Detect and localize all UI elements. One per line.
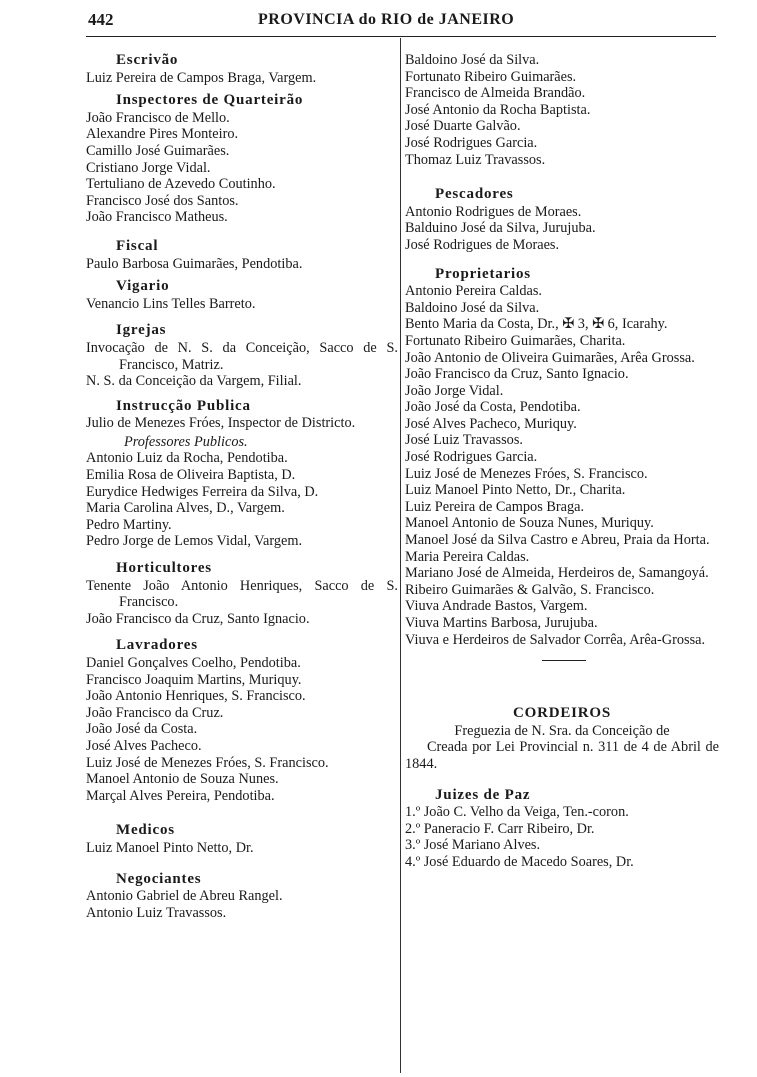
list-item: Daniel Gonçalves Coelho, Pendotiba. bbox=[86, 655, 301, 671]
section-igrejas bbox=[86, 322, 398, 389]
running-title-part: JANEIRO bbox=[438, 11, 515, 28]
list-item: João Francisco da Cruz, Santo Ignacio. bbox=[405, 366, 629, 383]
list-item: Eurydice Hedwiges Ferreira da Silva, D. bbox=[86, 483, 319, 500]
list-item: José Antonio da Rocha Baptista. bbox=[405, 101, 591, 118]
list-item: José Rodrigues de Moraes. bbox=[405, 236, 560, 253]
list-item: Antonio Luiz Travassos. bbox=[86, 904, 227, 921]
page-header bbox=[88, 10, 718, 34]
page-number: 442 bbox=[88, 10, 114, 29]
list-item: Viuva Martins Barbosa, Jurujuba. bbox=[405, 615, 598, 631]
list-item: N. S. da Conceição da Vargem, Filial. bbox=[86, 373, 302, 390]
list-item: Luiz José de Menezes Fróes, S. Francisco. bbox=[86, 754, 329, 771]
list-item: Thomaz Luiz Travassos. bbox=[405, 151, 546, 168]
running-title bbox=[258, 11, 514, 29]
section-heading: Proprietarios bbox=[435, 265, 531, 282]
section-heading: Juizes de Paz bbox=[435, 786, 531, 803]
running-title-part: RIO bbox=[380, 11, 413, 28]
section-medicos bbox=[86, 822, 398, 856]
list-item: Luiz Pereira de Campos Braga, Vargem. bbox=[86, 69, 317, 86]
header-rule bbox=[86, 36, 716, 37]
list-item: Invocação de N. S. da Conceição, Sacco de S. Francisco, Matriz. bbox=[86, 339, 398, 373]
section-escrivao bbox=[86, 52, 398, 86]
list-item: Pedro Martiny. bbox=[86, 516, 172, 533]
town-title: CORDEIROS bbox=[512, 705, 612, 722]
list-item: Maria Carolina Alves, D., Vargem. bbox=[86, 500, 285, 517]
list-item: Luiz Manoel Pinto Netto, Dr., Charita. bbox=[405, 482, 626, 499]
list-item: Maria Pereira Caldas. bbox=[405, 548, 530, 565]
list-item: Alexandre Pires Monteiro. bbox=[86, 126, 239, 143]
list-item: José Duarte Galvão. bbox=[405, 118, 521, 135]
list-item: Emilia Rosa de Oliveira Baptista, D. bbox=[86, 467, 296, 484]
list-item: Baldoino José da Silva. bbox=[405, 52, 540, 68]
section-cordeiros bbox=[405, 705, 719, 772]
list-item: Luiz Manoel Pinto Netto, Dr. bbox=[86, 839, 254, 856]
list-item: Paulo Barbosa Guimarães, Pendotiba. bbox=[86, 255, 303, 272]
section-heading: Pescadores bbox=[435, 186, 514, 203]
section-fiscal bbox=[86, 238, 398, 272]
list-item: João Francisco Matheus. bbox=[86, 209, 228, 226]
list-item: Luiz Pereira de Campos Braga. bbox=[405, 498, 585, 515]
column-divider bbox=[400, 38, 401, 1073]
list-item: Camillo José Guimarães. bbox=[86, 142, 230, 159]
list-item: João Francisco da Cruz. bbox=[86, 704, 224, 721]
left-column bbox=[86, 52, 398, 921]
section-inspectores bbox=[86, 92, 398, 226]
section-rule bbox=[542, 660, 586, 661]
creation-note: Creada por Lei Provincial n. 311 de 4 de Abril de 1844. bbox=[405, 739, 719, 772]
section-heading: Horticultores bbox=[116, 560, 212, 577]
list-item: Ribeiro Guimarães & Galvão, S. Francisco. bbox=[405, 581, 655, 598]
subheading: Professores Publicos. bbox=[124, 433, 248, 450]
section-lavradores bbox=[86, 637, 398, 804]
list-item: Antonio Rodrigues de Moraes. bbox=[405, 203, 582, 220]
list-item: João Antonio de Oliveira Guimarães, Arêa Grossa. bbox=[405, 349, 695, 366]
list-item: Viuva e Herdeiros de Salvador Corrêa, Arêa-Grossa. bbox=[405, 631, 706, 648]
list-item: Fortunato Ribeiro Guimarães. bbox=[405, 68, 577, 85]
section-continued bbox=[405, 52, 719, 168]
section-heading: Inspectores de Quarteirão bbox=[116, 92, 304, 109]
section-pescadores bbox=[405, 186, 719, 253]
list-item: João Francisco de Mello. bbox=[86, 109, 230, 126]
list-item: Pedro Jorge de Lemos Vidal, Vargem. bbox=[86, 533, 303, 550]
list-item: Francisco José dos Santos. bbox=[86, 192, 239, 209]
section-vigario bbox=[86, 278, 398, 312]
list-item: João José da Costa. bbox=[86, 721, 198, 738]
list-item: Fortunato Ribeiro Guimarães, Charita. bbox=[405, 332, 626, 349]
list-item: 3.º José Mariano Alves. bbox=[405, 837, 541, 854]
list-item: 4.º José Eduardo de Macedo Soares, Dr. bbox=[405, 853, 634, 870]
list-item: João Antonio Henriques, S. Francisco. bbox=[86, 688, 306, 705]
list-item: Tenente João Antonio Henriques, Sacco de S. Francisco. bbox=[86, 577, 398, 611]
section-heading: Medicos bbox=[116, 822, 175, 839]
section-instruccao bbox=[86, 398, 398, 550]
list-item: Julio de Menezes Fróes, Inspector de Districto. bbox=[86, 415, 356, 432]
list-item: Manoel José da Silva Castro e Abreu, Praia da Horta. bbox=[405, 532, 710, 549]
section-negociantes bbox=[86, 871, 398, 922]
list-item: João Jorge Vidal. bbox=[405, 382, 504, 399]
list-item: Tertuliano de Azevedo Coutinho. bbox=[86, 176, 276, 193]
list-item: Francisco de Almeida Brandão. bbox=[405, 85, 586, 102]
list-item: Balduino José da Silva, Jurujuba. bbox=[405, 220, 596, 237]
section-heading: Instrucção Publica bbox=[116, 397, 251, 414]
list-item: Antonio Luiz da Rocha, Pendotiba. bbox=[86, 450, 288, 467]
parish-line: Freguezia de N. Sra. da Conceição de bbox=[454, 722, 670, 739]
list-item: Cristiano Jorge Vidal. bbox=[86, 159, 211, 176]
running-title-part: de bbox=[417, 11, 435, 28]
list-item: João Francisco da Cruz, Santo Ignacio. bbox=[86, 610, 310, 627]
list-item: José Rodrigues Garcia. bbox=[405, 134, 538, 151]
list-item: 1.º João C. Velho da Veiga, Ten.-coron. bbox=[405, 804, 629, 821]
section-heading: Igrejas bbox=[116, 322, 167, 339]
section-heading: Escrivão bbox=[116, 52, 179, 68]
list-item: 2.º Paneracio F. Carr Ribeiro, Dr. bbox=[405, 820, 595, 837]
list-item: Antonio Pereira Caldas. bbox=[405, 283, 542, 300]
list-item: José Luiz Travassos. bbox=[405, 432, 523, 449]
list-item: Mariano José de Almeida, Herdeiros de, Samangoyá. bbox=[405, 565, 709, 582]
section-heading: Fiscal bbox=[116, 237, 159, 254]
section-heading: Vigario bbox=[116, 278, 170, 295]
list-item: Viuva Andrade Bastos, Vargem. bbox=[405, 598, 588, 615]
list-item: José Alves Pacheco, Muriquy. bbox=[405, 415, 577, 432]
list-item: Venancio Lins Telles Barreto. bbox=[86, 295, 256, 312]
right-column bbox=[405, 52, 719, 871]
list-item: Francisco Joaquim Martins, Muriquy. bbox=[86, 671, 302, 688]
list-item: Bento Maria da Costa, Dr., ✠ 3, ✠ 6, Icarahy. bbox=[405, 316, 668, 333]
list-item: José Rodrigues Garcia. bbox=[405, 449, 538, 466]
list-item: Manoel Antonio de Souza Nunes, Muriquy. bbox=[405, 515, 654, 532]
section-heading: Negociantes bbox=[116, 870, 202, 887]
section-juizes bbox=[405, 787, 719, 871]
list-item: Antonio Gabriel de Abreu Rangel. bbox=[86, 888, 283, 905]
running-title-part: PROVINCIA bbox=[258, 11, 355, 28]
list-item: José Alves Pacheco. bbox=[86, 737, 202, 754]
running-title-part: do bbox=[358, 11, 377, 28]
section-heading: Lavradores bbox=[116, 637, 198, 654]
list-item: Luiz José de Menezes Fróes, S. Francisco. bbox=[405, 465, 648, 482]
list-item: Manoel Antonio de Souza Nunes. bbox=[86, 771, 279, 788]
list-item: João José da Costa, Pendotiba. bbox=[405, 399, 581, 416]
list-item: Baldoino José da Silva. bbox=[405, 299, 540, 316]
list-item: Marçal Alves Pereira, Pendotiba. bbox=[86, 787, 275, 804]
section-proprietarios bbox=[405, 266, 719, 649]
section-horticultores bbox=[86, 560, 398, 627]
